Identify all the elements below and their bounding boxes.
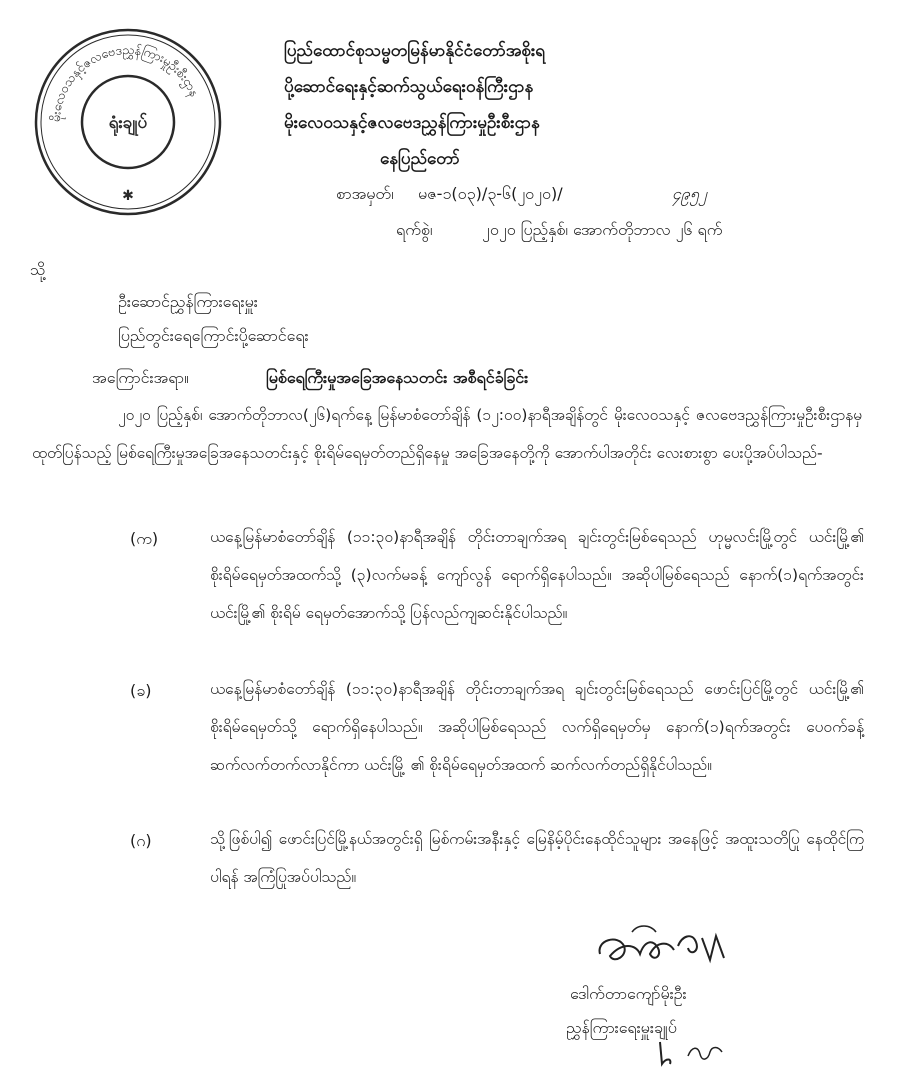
ref-number-label: စာအမှတ်၊ <box>336 184 394 203</box>
intro-paragraph: ၂၀၂၀ ပြည့်နှစ်၊ အောက်တိုဘာလ(၂၆)ရက်နေ့ မြန်မာစံတော်ချိန် (၁၂:၀၀)နာရီအချိန်တွင် မိုးလေဝသနှင့် ဇလဗေဒညွှန်ကြားမှုဦးစီးဌာနမှ ထုတ်ပြန်သည့် မြစ်ရေကြီးမှုအခြေအနေသတင်းနှင့် စိုးရိမ်ရေမှတ်တည်ရှိနေမှု အခြေအနေတို့ကို အောက်ပါအတိုင်း လေးစားစွာ ပေးပို့အပ်ပါသည်- <box>32 406 862 462</box>
star-icon: ✱ <box>122 188 134 204</box>
subject-text: မြစ်ရေကြီးမှုအခြေအနေသတင်း အစီရင်ခံခြင်း <box>266 368 529 387</box>
header-city: နေပြည်တော် <box>380 149 460 169</box>
item-number: (ဂ) <box>130 831 152 850</box>
seal-center-text: ရုံးချုပ် <box>108 113 148 133</box>
header-ministry: ပို့ဆောင်ရေးနှင့်ဆက်သွယ်ရေးဝန်ကြီးဌာန <box>284 77 534 97</box>
item-paragraph: ယနေ့မြန်မာစံတော်ချိန် (၁၁:၃၀)နာရီအချိန် တိုင်းတာချက်အရ ချင်းတွင်းမြစ်ရေသည် ဟုမ္မလင်းမြို့တွင် ယင်းမြို့၏ စိုးရိမ်ရေမှတ်အထက်သို့ (၃)လက်မခန့် ကျော်လွန် ရောက်ရှိနေပါသည်။ အဆိုပါမြစ်ရေသည် နောက်(၁)ရက်အတွင်း ယင်းမြို့၏ စိုးရိမ် ရေမှတ်အောက်သို့ ပြန်လည်ကျဆင်းနိုင်ပါသည်။ <box>210 528 864 622</box>
initials-mark <box>652 1036 732 1070</box>
signatory-name: ဒေါက်တာကျော်မိုးဦး <box>570 984 687 1003</box>
ref-number-handwritten: ၄၉၅၂ <box>672 184 707 203</box>
item-paragraph: သို့ဖြစ်ပါ၍ ဖောင်းပြင်မြို့နယ်အတွင်းရှိ မြစ်ကမ်းအနီးနှင့် မြေနိမ့်ပိုင်းနေထိုင်သူများ အနေဖြင့် အထူးသတိပြု နေထိုင်ကြပါရန် အကြံပြုအပ်ပါသည်။ <box>210 830 864 886</box>
item-number: (က) <box>130 529 159 548</box>
recipient-title: ဦးဆောင်ညွှန်ကြားရေးမှူး <box>118 292 258 311</box>
item-paragraph: ယနေ့မြန်မာစံတော်ချိန် (၁၁:၃၀)နာရီအချိန် တိုင်းတာချက်အရ ချင်းတွင်းမြစ်ရေသည် ဖောင်းပြင်မြို့တွင် ယင်းမြို့၏ စိုးရိမ်ရေမှတ်သို့ ရောက်ရှိနေပါသည်။ အဆိုပါမြစ်ရေသည် လက်ရှိရေမှတ်မှ နောက်(၁)ရက်အတွင်း ပေ၀က်ခန့် ဆက်လက်တက်လာနိုင်ကာ ယင်းမြို့ ၏ စိုးရိမ်ရေမှတ်အထက် ဆက်လက်တည်ရှိနိုင်ပါသည်။ <box>210 680 864 774</box>
recipient-organization: ပြည်တွင်းရေကြောင်းပို့ဆောင်ရေး <box>118 326 309 345</box>
signatory-title: ညွှန်ကြားရေးမှူးချုပ် <box>566 1018 677 1037</box>
signature-mark <box>592 920 742 976</box>
date-value: ၂၀၂၀ ပြည့်နှစ်၊ အောက်တိုဘာလ ၂၆ ရက် <box>482 220 723 239</box>
header-department: မိုးလေဝသနှင့်ဇလဗေဒညွှန်ကြားမှုဦးစီးဌာန <box>284 113 540 133</box>
department-seal <box>28 22 228 222</box>
to-label: သို့ <box>30 260 46 279</box>
seal-ring-text: မိုးလေဝသနှင့်ဇလဗေဒညွှန်ကြားမှုဦးစီးဌာန <box>47 41 203 123</box>
ref-number-value: မဇ-၁(၀၃)/၃-၆(၂၀၂၀)/ <box>418 184 563 203</box>
item-number: (ခ) <box>130 681 152 700</box>
date-label: ရက်စွဲ၊ <box>396 220 433 239</box>
header-government: ပြည်ထောင်စုသမ္မတမြန်မာနိုင်ငံတော်အစိုးရ <box>284 41 546 61</box>
subject-label: အကြောင်းအရာ။ <box>92 368 189 387</box>
